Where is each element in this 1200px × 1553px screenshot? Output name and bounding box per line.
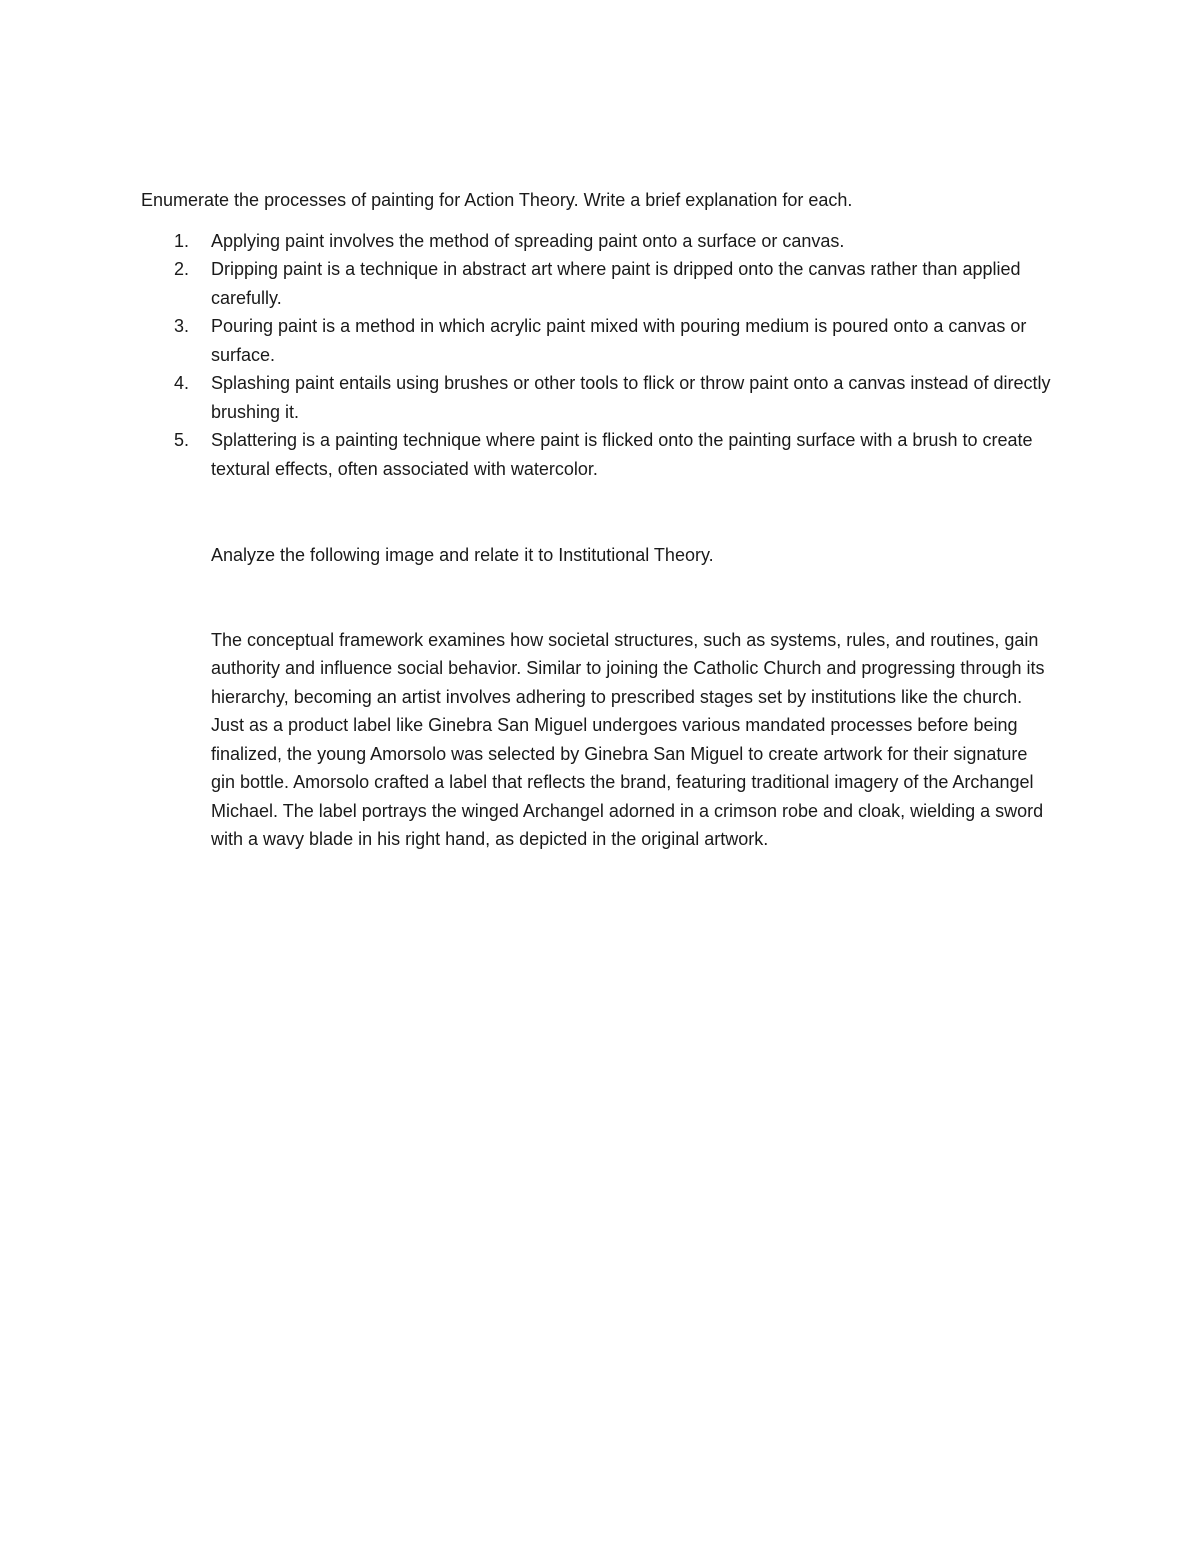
list-item-text: Splashing paint entails using brushes or other tools to flick or throw paint onto a canvas instead of directly brushing it. <box>211 373 1051 422</box>
list-item <box>141 426 1051 483</box>
list-item-text: Splattering is a painting technique where paint is flicked onto the painting surface with a brush to create textural effects, often associated with watercolor. <box>211 430 1033 479</box>
list-item-number: 5. <box>174 430 190 450</box>
list-item-number: 4. <box>174 373 190 393</box>
section1-prompt: Enumerate the processes of painting for Action Theory. Write a brief explanation for each. <box>141 190 853 210</box>
section2-answer: The conceptual framework examines how societal structures, such as systems, rules, and routines, gain authority and influence social behavior. Similar to joining the Catholic Church and progressing through its hierarchy, becoming an artist involves adhering to prescribed stages set by institutions like the church. Just as a product label like Ginebra San Miguel undergoes various mandated processes before being finalized, the young Amorsolo was selected by Ginebra San Miguel to create artwork for their signature gin bottle. Amorsolo crafted a label that reflects the brand, featuring traditional imagery of the Archangel Michael. The label portrays the winged Archangel adorned in a crimson robe and cloak, wielding a sword with a wavy blade in his right hand, as depicted in the original artwork. <box>211 629 1045 849</box>
list-item-text: Dripping paint is a technique in abstract art where paint is dripped onto the canvas rather than applied carefully. <box>211 259 1021 308</box>
list-item <box>141 227 1051 256</box>
list-item-number: 1. <box>174 230 190 251</box>
list-item-text: Applying paint involves the method of spreading paint onto a surface or canvas. <box>211 230 845 251</box>
list-item <box>141 255 1051 312</box>
list-item-number: 2. <box>174 259 190 279</box>
document-body <box>141 186 1051 854</box>
list-item-text: Pouring paint is a method in which acrylic paint mixed with pouring medium is poured onto a canvas or surface. <box>211 316 1027 365</box>
section2-question: Analyze the following image and relate it to Institutional Theory. <box>211 545 714 565</box>
list-item <box>141 369 1051 426</box>
list-item-number: 3. <box>174 316 190 336</box>
list-item <box>141 312 1051 369</box>
painting-process-list <box>141 227 1051 484</box>
